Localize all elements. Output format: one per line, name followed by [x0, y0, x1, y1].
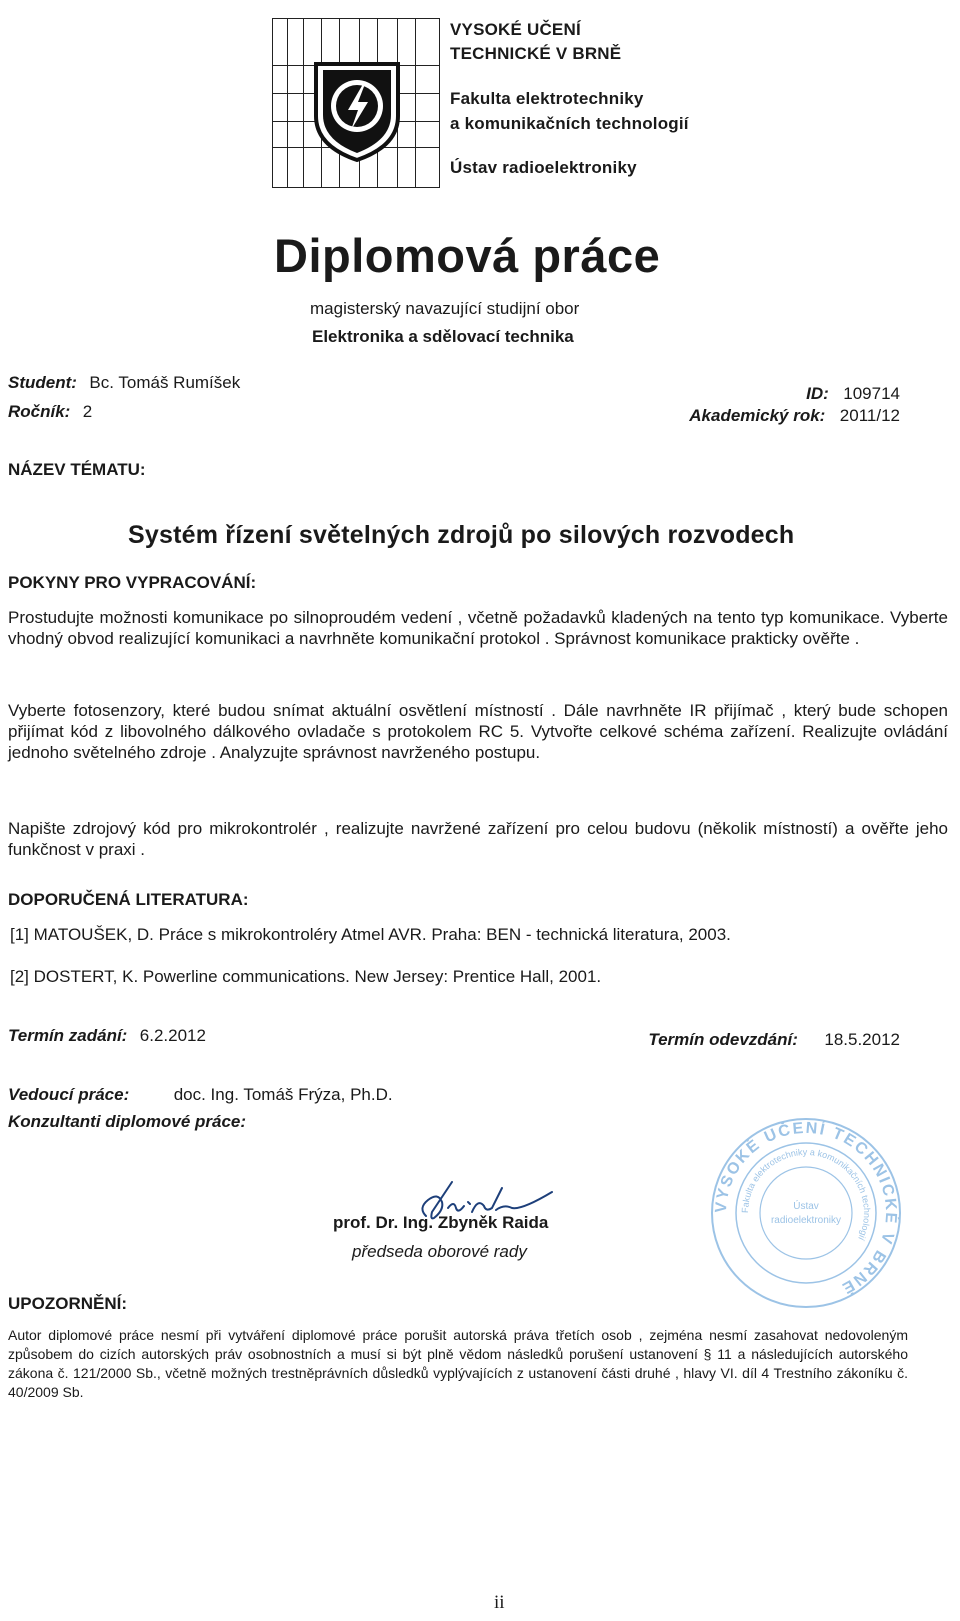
assigned-date-row: [8, 1026, 206, 1046]
supervisor-row: [8, 1085, 393, 1105]
supervisor-label: Vedoucí práce:: [8, 1085, 130, 1104]
faculty-name-line1: Fakulta elektrotechniky: [450, 89, 644, 108]
year-label: Ročník:: [8, 402, 71, 421]
assigned-date-label: Termín zadání:: [8, 1026, 128, 1045]
topic-heading: NÁZEV TÉMATU:: [8, 460, 146, 479]
page-number: ii: [494, 1592, 505, 1613]
signatory-name: prof. Dr. Ing. Zbyněk Raida: [333, 1213, 549, 1232]
instructions-paragraph-1: Prostudujte možnosti komunikace po silnoproudém vedení , včetně požadavků kladených na tento typ komunikace. Vyberte vhodný obvod realizující komunikaci a navrhněte komunikační protokol . Správnost komunikace prakticky ověřte .: [8, 608, 948, 648]
study-field: Elektronika a sdělovací technika: [312, 327, 574, 346]
stamp-center-line1: Ústav: [793, 1201, 819, 1212]
student-name: Bc. Tomáš Rumíšek: [89, 373, 241, 392]
department-name: Ústav radioelektroniky: [450, 158, 637, 177]
shield-icon: [312, 60, 402, 162]
topic-title: Systém řízení světelných zdrojů po silových rozvodech: [128, 521, 795, 549]
university-logo: [272, 18, 440, 188]
instructions-paragraph-2: Vyberte fotosenzory, které budou snímat aktuální osvětlení místností . Dále navrhněte IR přijímač , který bude schopen přijímat kód z libovolného dálkového ovladače s protokolem RC 5. Vytvořte celkové schéma zařízení. Realizujte ovládání jednoho světelného zdroje . Analyzujte správnost navrženého postupu.: [8, 701, 948, 762]
academic-year-row: [689, 406, 900, 426]
university-stamp: [708, 1115, 904, 1311]
study-program: magisterský navazující studijní obor: [310, 299, 580, 318]
assigned-date-value: 6.2.2012: [139, 1026, 206, 1045]
id-label: ID:: [806, 384, 829, 403]
stamp-center-line2: radioelektroniky: [770, 1215, 842, 1226]
faculty-name-line2: a komunikačních technologií: [450, 114, 689, 133]
stamp-inner-text: Fakulta elektrotechniky a komunikačních technologií: [739, 1146, 873, 1243]
document-title: Diplomová práce: [274, 229, 661, 282]
supervisor-name: doc. Ing. Tomáš Frýza, Ph.D.: [173, 1085, 393, 1104]
instructions-paragraph-3: Napište zdrojový kód pro mikrokontrolér , realizujte navržené zařízení pro celou budovu (několik místností) a ověřte jeho funkčnost v praxi .: [8, 819, 948, 859]
literature-heading: DOPORUČENÁ LITERATURA:: [8, 890, 249, 909]
academic-year-label: Akademický rok:: [689, 406, 826, 425]
signatory-role: předseda oborové rady: [352, 1242, 527, 1261]
instructions-heading: POKYNY PRO VYPRACOVÁNÍ:: [8, 573, 257, 592]
university-name-line1: VYSOKÉ UČENÍ: [450, 20, 581, 39]
consultants-label: Konzultanti diplomové práce:: [8, 1112, 247, 1131]
id-row: [806, 384, 900, 404]
due-date-value: 18.5.2012: [824, 1030, 900, 1049]
warning-heading: UPOZORNĚNÍ:: [8, 1294, 127, 1313]
student-label: Student:: [8, 373, 77, 392]
university-name-line2: TECHNICKÉ V BRNĚ: [450, 44, 622, 63]
id-value: 109714: [843, 384, 900, 403]
year-value: 2: [82, 402, 93, 421]
literature-reference-2: [2] DOSTERT, K. Powerline communications. New Jersey: Prentice Hall, 2001.: [10, 967, 602, 986]
stamp-ring-text: VYSOKÉ UČENÍ TECHNICKÉ V BRNĚ: [712, 1119, 900, 1298]
literature-reference-1: [1] MATOUŠEK, D. Práce s mikrokontroléry Atmel AVR. Praha: BEN - technická literatura, 2003.: [10, 925, 731, 944]
student-row: [8, 373, 240, 393]
due-date-row: [648, 1030, 900, 1050]
academic-year-value: 2011/12: [839, 406, 900, 425]
year-row: [8, 402, 92, 422]
warning-text: Autor diplomové práce nesmí při vytváření diplomové práce porušit autorská práva třetích osob , zejména nesmí zasahovat nedovoleným způsobem do cizích autorských práv osobnostních a musí si být plně vědom následků porušení ustanovení § 11 a následujících autorského zákona č. 121/2000 Sb., včetně možných trestněprávních důsledků vyplývajících z ustanovení části druhé , hlavy VI. díl 4 Trestního zákoníku č. 40/2009 Sb.: [8, 1327, 908, 1400]
due-date-label: Termín odevzdání:: [648, 1030, 798, 1049]
